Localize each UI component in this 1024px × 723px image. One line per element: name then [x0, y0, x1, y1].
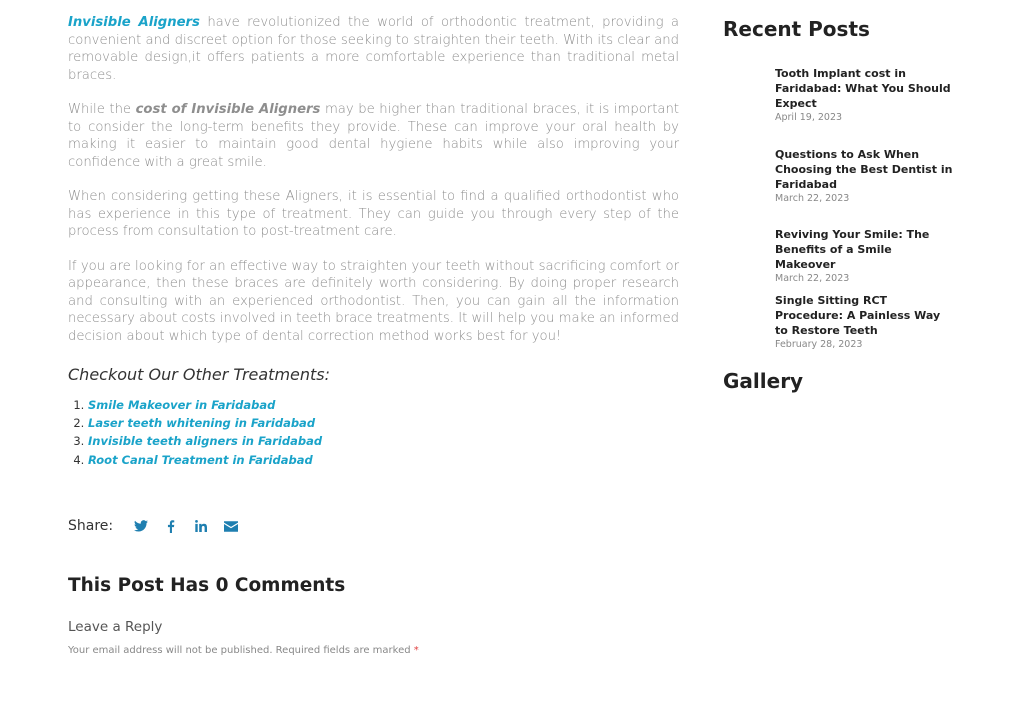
- invisible-aligners-link[interactable]: Invisible Aligners: [68, 15, 200, 30]
- paragraph-4: If you are looking for an effective way to straighten your teeth without sacrificing comfort or appearance, then these braces are definitely worth considering. By doing proper research and consulting with an experienced orthodontist. Then, you can gain all the information necessary about costs involved in teeth brace treatments. It will help you make an informed decision about which type of dental correction method works best for you!: [68, 258, 679, 344]
- gallery-heading: Gallery: [723, 369, 804, 393]
- treatment-link[interactable]: Root Canal Treatment in Faridabad: [88, 452, 313, 467]
- other-treatments-heading: Checkout Our Other Treatments:: [68, 365, 331, 384]
- list-item: [88, 432, 679, 450]
- recent-post-link[interactable]: Questions to Ask When Choosing the Best Dentist in Faridabad: [775, 148, 953, 191]
- post-date: March 22, 2023: [775, 193, 850, 204]
- share-bar: [68, 518, 253, 534]
- list-item: [88, 396, 679, 414]
- recent-post-link[interactable]: Single Sitting RCT Procedure: A Painless Way to Restore Teeth: [775, 294, 941, 337]
- recent-post-link[interactable]: Tooth Implant cost in Faridabad: What You Should Expect: [775, 67, 951, 110]
- paragraph-3: When considering getting these Aligners, it is essential to find a qualified orthodontist who has experience in this type of treatment. They can guide you through every step of the process from consultation to post-treatment care.: [68, 189, 679, 239]
- list-item: [88, 451, 679, 469]
- treatment-link[interactable]: Laser teeth whitening in Faridabad: [88, 416, 316, 431]
- share-label: Share:: [68, 518, 114, 534]
- paragraph-2: While the cost of Invisible Aligners may be higher than traditional braces, it is important to consider the long-term benefits they provide. These can improve your oral health by making it easier to maintain good dental hygiene habits while also improving your confidence with a great smile.: [68, 102, 679, 170]
- twitter-icon[interactable]: [133, 518, 149, 534]
- linkedin-icon[interactable]: [193, 518, 209, 534]
- recent-post: [775, 66, 955, 123]
- list-item: [88, 414, 679, 432]
- facebook-icon[interactable]: [163, 518, 179, 534]
- article-body: [68, 14, 679, 469]
- recent-post-link[interactable]: Reviving Your Smile: The Benefits of a Smile Makeover: [775, 228, 930, 271]
- recent-posts-heading: Recent Posts: [723, 17, 870, 41]
- treatment-link[interactable]: Smile Makeover in Faridabad: [88, 398, 276, 412]
- email-icon[interactable]: [223, 518, 239, 534]
- post-date: March 22, 2023: [775, 273, 850, 284]
- recent-post: [775, 147, 955, 204]
- leave-reply-heading: Leave a Reply: [68, 619, 163, 635]
- treatments-list: [68, 396, 679, 469]
- comments-heading: This Post Has 0 Comments: [68, 575, 346, 596]
- recent-post: [775, 227, 955, 284]
- post-date: February 28, 2023: [775, 339, 863, 350]
- recent-post: [775, 293, 955, 350]
- cost-emphasis: cost of Invisible Aligners: [135, 102, 321, 117]
- treatment-link[interactable]: Invisible teeth aligners in Faridabad: [88, 434, 323, 449]
- email-notice: Your email address will not be published. Required fields are marked *: [68, 645, 419, 656]
- post-date: April 19, 2023: [775, 112, 843, 123]
- paragraph-1: Invisible Aligners have revolutionized the world of orthodontic treatment, providing a convenient and discreet option for those seeking to straighten their teeth. With its clear and removable design,it offers patients a more comfortable experience than traditional metal braces.: [68, 15, 679, 83]
- required-asterisk: *: [413, 645, 419, 656]
